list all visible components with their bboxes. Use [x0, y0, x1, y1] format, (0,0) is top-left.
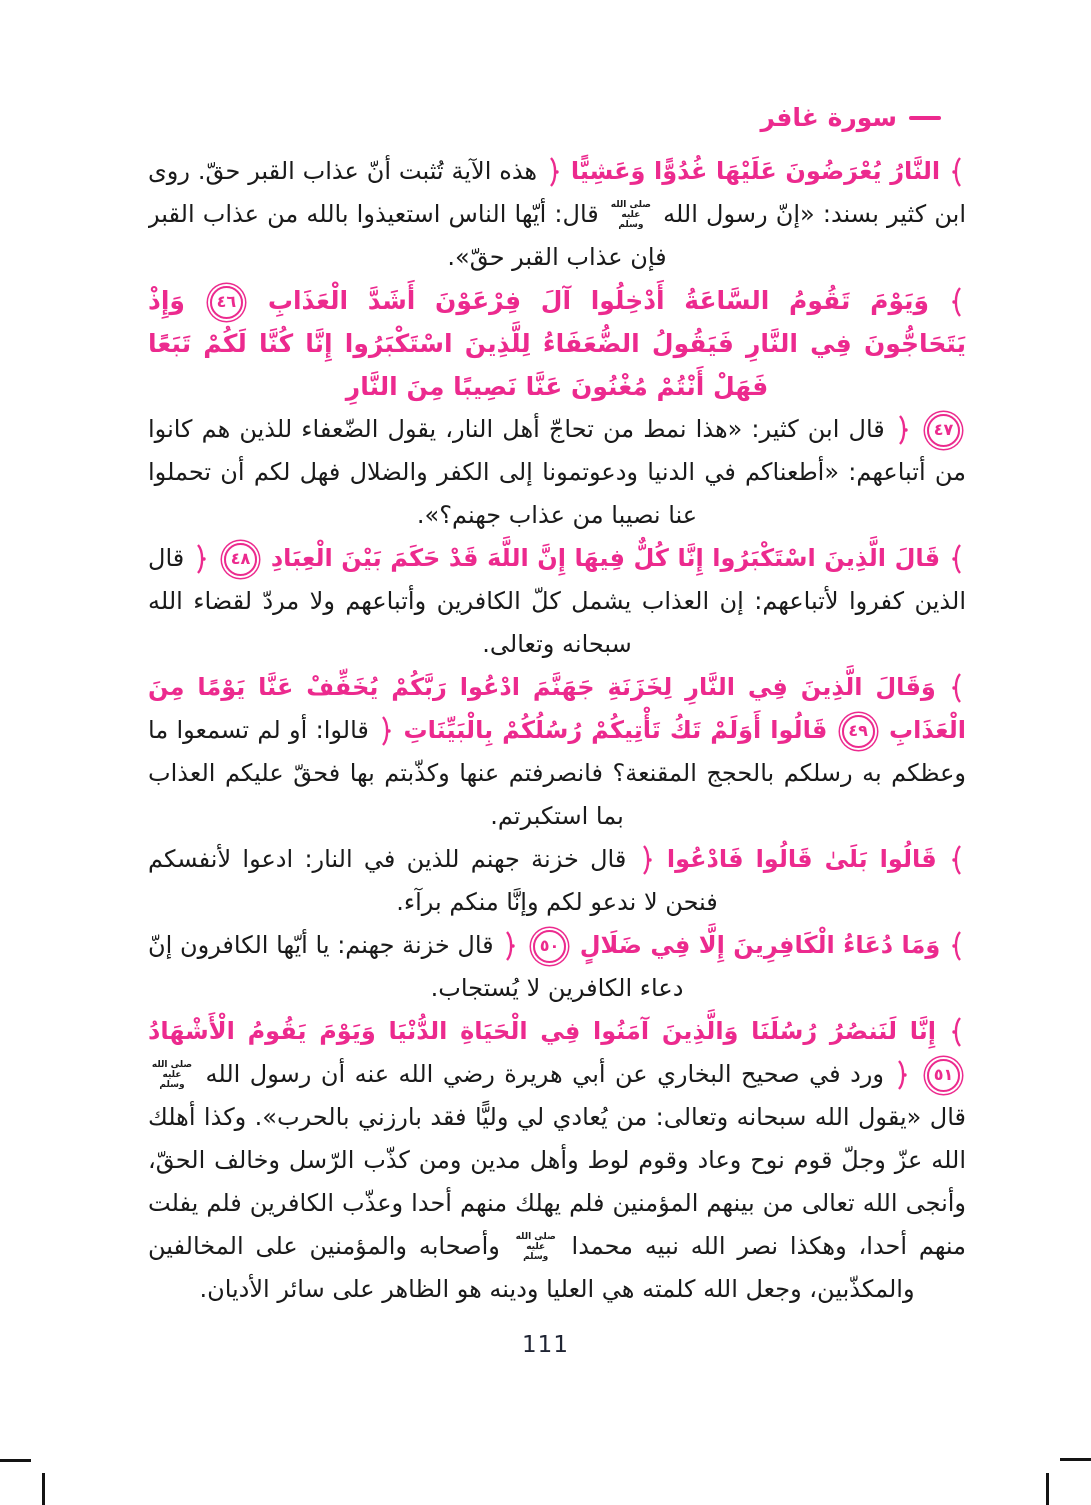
pbuh-seal: صلى الله عليه وسلم — [515, 1232, 556, 1262]
surah-title: سورة غافر — [760, 103, 897, 132]
quran-verse-text: النَّارُ يُعْرَضُونَ عَلَيْهَا غُدُوًّا وَعَشِيًّا — [570, 157, 941, 185]
quran-open-bracket-icon — [951, 930, 963, 962]
paragraph-qalu-bala — [148, 838, 966, 924]
commentary-text: قال خزنة جهنم للذين في النار: ادعوا لأنفسكم فنحن لا ندعو لكم وإنَّا منكم برآء. — [148, 845, 718, 916]
quran-close-bracket-icon — [380, 715, 392, 747]
quran-verse-text: وَيَوْمَ تَقُومُ السَّاعَةُ أَدْخِلُوا آلَ فِرْعَوْنَ أَشَدَّ الْعَذَابِ — [267, 286, 930, 315]
paragraph-verse-46-intro — [148, 150, 966, 279]
quran-open-bracket-icon — [951, 543, 963, 575]
crop-mark-bottom-right-horizontal — [1060, 1458, 1091, 1461]
quran-open-bracket-icon — [951, 844, 963, 876]
quran-open-bracket-icon — [951, 286, 963, 318]
quran-close-bracket-icon — [548, 156, 560, 188]
commentary-text: وأصحابه والمؤمنين على المخالفين والمكذّبين، وجعل الله كلمته هي العليا ودينه هو الظاهر على سائر الأديان. — [148, 1232, 915, 1303]
commentary-text: قال خزنة جهنم: يا أيّها الكافرون إنّ دعاء الكافرين لا يُستجاب. — [148, 931, 684, 1002]
header-dash-rule — [909, 116, 941, 120]
quran-verse-text: إِنَّا لَنَنصُرُ رُسُلَنَا وَالَّذِينَ آمَنُوا فِي الْحَيَاةِ الدُّنْيَا وَيَوْمَ يَقُومُ الْأَشْهَادُ — [148, 1017, 937, 1045]
ayah-number-badge: ٤٦ — [210, 286, 243, 319]
ayah-number-badge: ٥١ — [927, 1059, 960, 1092]
ayah-number-badge: ٤٨ — [224, 543, 257, 576]
commentary-text: قال الذين كفروا لأتباعهم: إن العذاب يشمل كلّ الكافرين وأتباعهم ولا مردّ لقضاء الله سبحانه وتعالى. — [148, 544, 966, 658]
commentary-text: قال «يقول الله سبحانه وتعالى: من يُعادي لي وليًّا فقد بارزني بالحرب». وكذا أهلك الله عزّ وجلّ قوم نوح وعاد وقوم لوط وأهل مدين ومن كذّب الرّسل وخالف الحقّ، وأنجى الله تعالى من بينهم المؤمنين فلم يهلك منهم أحدا وعذّب الكافرين فلم يفلت منهم أحدا، وهكذا نصر الله نبيه محمدا — [148, 1103, 966, 1260]
commentary-text: قال ابن كثير: «هذا نمط من تحاجّ أهل النار، يقول الضّعفاء للذين هم كانوا من أتباعهم: «أطعناكم في الدنيا ودعوتمونا إلى الكفر والضلال فهل لكم أن تحملوا عنا نصيبا من عذاب جهنم؟». — [148, 415, 966, 529]
quran-verse-text: قَالُوا أَوَلَمْ تَكُ تَأْتِيكُمْ رُسُلُكُمْ بِالْبَيِّنَاتِ — [403, 716, 828, 744]
quran-verse-text: وَإِذْ يَتَحَاجُّونَ فِي النَّارِ فَيَقُولُ الضُّعَفَاءُ لِلَّذِينَ اسْتَكْبَرُوا إِنَّا كُنَّا لَكُمْ تَبَعًا فَهَلْ أَنْتُمْ مُغْنُونَ عَنَّا نَصِيبًا مِنَ النَّارِ — [148, 286, 966, 401]
quran-close-bracket-icon — [195, 543, 207, 575]
quran-verse-text: قَالَ الَّذِينَ اسْتَكْبَرُوا إِنَّا كُلٌّ فِيهَا إِنَّ اللَّهَ قَدْ حَكَمَ بَيْنَ الْعِبَادِ — [270, 544, 941, 572]
pbuh-seal: صلى الله عليه وسلم — [151, 1060, 193, 1090]
quran-close-bracket-icon — [641, 844, 653, 876]
quran-open-bracket-icon — [951, 672, 963, 704]
surah-header — [761, 103, 942, 132]
quran-verse-text: وَمَا دُعَاءُ الْكَافِرِينَ إِلَّا فِي ضَلَالٍ — [579, 931, 941, 959]
crop-mark-bottom-left-vertical — [42, 1473, 45, 1505]
crop-mark-bottom-left-horizontal — [0, 1459, 31, 1462]
quran-close-bracket-icon — [896, 1059, 908, 1091]
ayah-number-badge: ٥٠ — [533, 930, 566, 963]
commentary-text: قالوا: أو لم تسمعوا ما وعظكم به رسلكم بالحجج المقنعة؟ فانصرفتم عنها وكذّبتم بها فحقّ عليكم العذاب بما استكبرتم. — [148, 716, 966, 830]
commentary-text: قال: أيّها الناس استعيذوا بالله من عذاب القبر فإن عذاب القبر حقّ». — [148, 200, 667, 271]
ayah-number-badge: ٤٩ — [842, 715, 875, 748]
quran-open-bracket-icon — [951, 1016, 963, 1048]
commentary-text: هذه الآية تُثبت أنّ عذاب القبر حقّ. روى ابن كثير بسند: «إنّ رسول الله — [148, 157, 966, 228]
paragraph-verse-47-commentary — [148, 408, 966, 537]
page-number: 111 — [522, 1332, 569, 1358]
quran-close-bracket-icon — [897, 414, 909, 446]
crop-mark-bottom-right-vertical — [1046, 1473, 1049, 1505]
ayah-number-badge: ٤٧ — [927, 414, 960, 447]
quran-open-bracket-icon — [951, 156, 963, 188]
pbuh-seal: صلى الله عليه وسلم — [610, 200, 652, 230]
paragraph-verse-48 — [148, 537, 966, 666]
quran-close-bracket-icon — [504, 930, 516, 962]
quran-verse-text: قَالُوا بَلَىٰ قَالُوا فَادْعُوا — [666, 845, 937, 873]
paragraph-verse-51 — [148, 1010, 966, 1311]
commentary-text: ورد في صحيح البخاري عن أبي هريرة رضي الله عنه أن رسول الله — [205, 1060, 884, 1088]
content-column — [148, 150, 966, 1330]
paragraph-verse-50-end — [148, 924, 966, 1010]
paragraph-verse-46-47-quran — [148, 279, 966, 408]
paragraph-verse-49-50 — [148, 666, 966, 838]
quran-verse-text: وَقَالَ الَّذِينَ فِي النَّارِ لِخَزَنَةِ جَهَنَّمَ ادْعُوا رَبَّكُمْ يُخَفِّفْ عَنَّا يَوْمًا مِنَ الْعَذَابِ — [148, 673, 966, 744]
